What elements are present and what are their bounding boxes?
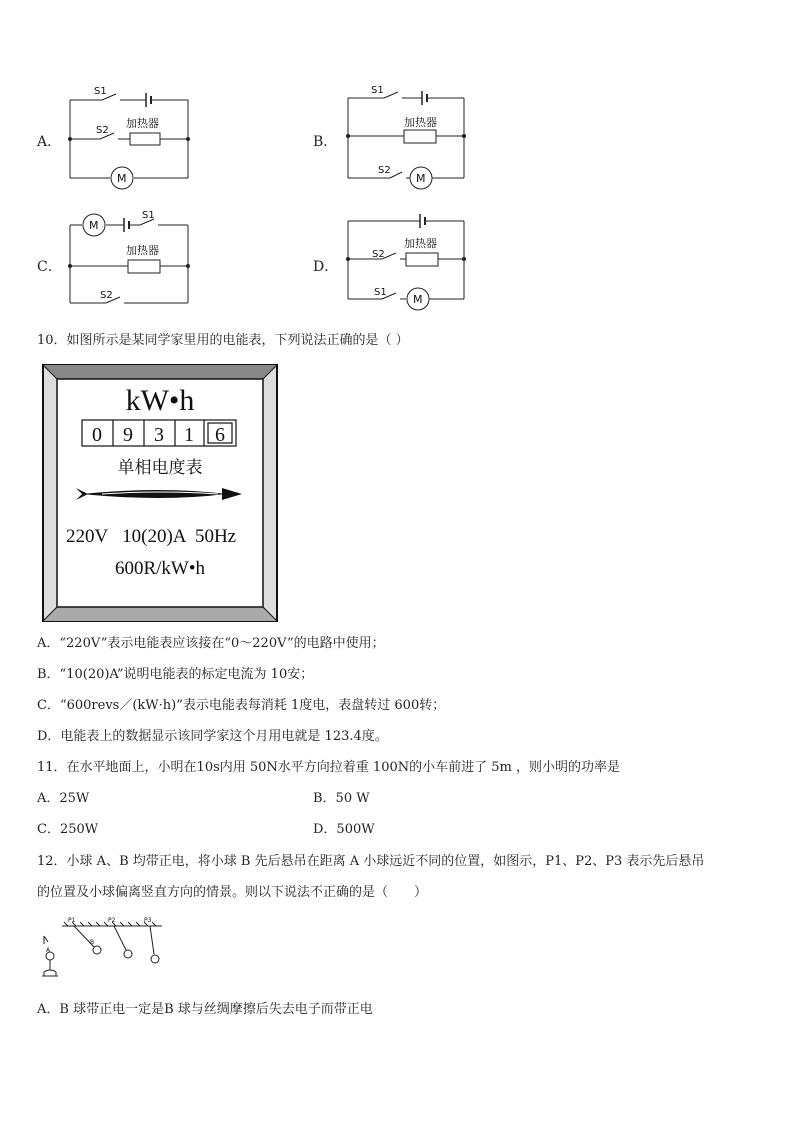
- circuit-diagram-c: [60, 207, 200, 312]
- question-10-option-a: A．“220V”表示电能表应该接在“0～220V”的电路中使用；: [37, 636, 385, 651]
- heater-label: 加热器: [404, 116, 437, 129]
- meter-digit-3: 3: [154, 424, 164, 446]
- question-12-stem-line-2: 的位置及小球偏离竖直方向的情景。则以下说法不正确的是（ ）: [37, 885, 428, 900]
- option-a-label: A．: [37, 134, 62, 150]
- circuit-diagram-d: [338, 207, 478, 312]
- option-c-label: C．: [37, 259, 62, 275]
- position-p1-label: P1: [68, 917, 76, 924]
- meter-name: 单相电度表: [117, 458, 203, 478]
- option-b-label: B．: [313, 134, 338, 150]
- meter-unit: kW•h: [125, 384, 195, 417]
- motor-label: M: [416, 172, 426, 185]
- charged-balls-figure: [40, 914, 170, 990]
- option-d-label: D．: [313, 259, 339, 275]
- question-10-option-d: D．电能表上的数据显示该同学家这个月用电就是 123.4度。: [37, 729, 388, 744]
- meter-digit-5: 6: [215, 424, 225, 446]
- question-11-option-a: A．25W: [37, 791, 90, 806]
- switch-s2-label: S2: [96, 125, 109, 136]
- switch-s1-label: S1: [374, 287, 387, 298]
- ball-b-label: B: [90, 939, 95, 946]
- motor-label: M: [413, 293, 423, 306]
- circuit-diagram-b: [338, 82, 478, 192]
- meter-digit-2: 9: [123, 424, 133, 446]
- meter-digit-1: 0: [92, 424, 102, 446]
- position-p3-label: P3: [144, 917, 152, 924]
- position-p2-label: P2: [108, 917, 116, 924]
- question-12-option-a: A．B 球带正电一定是B 球与丝绸摩擦后失去电子而带正电: [37, 1002, 373, 1017]
- switch-s1-label: S1: [371, 85, 384, 96]
- question-11-option-c: C．250W: [37, 822, 99, 837]
- meter-digit-4: 1: [184, 424, 194, 446]
- switch-s2-label: S2: [100, 290, 113, 301]
- question-12-stem-line-1: 12．小球 A、B 均带正电，将小球 B 先后悬吊在距离 A 小球远近不同的位置，如图示，P1、P2、P3 表示先后悬吊: [37, 854, 705, 869]
- heater-label: 加热器: [404, 237, 437, 250]
- switch-s2-label: S2: [378, 165, 391, 176]
- switch-s1-label: S1: [94, 86, 107, 97]
- heater-label: 加热器: [126, 244, 159, 257]
- circuit-diagram-a: [60, 82, 200, 192]
- switch-s1-label: S1: [142, 210, 155, 221]
- question-11-option-d: D．500W: [313, 822, 375, 837]
- question-11-stem: 11．在水平地面上，小明在10s内用 50N水平方向拉着重 100N的小车前进了 5m ，则小明的功率是: [37, 760, 620, 775]
- switch-s2-label: S2: [372, 249, 385, 260]
- ball-a-label: A: [46, 947, 51, 954]
- motor-label: M: [117, 172, 127, 185]
- motor-label: M: [89, 219, 99, 232]
- electricity-meter-figure: [42, 364, 278, 622]
- question-10-stem: 10．如图所示是某同学家里用的电能表，下列说法正确的是（ ）: [37, 333, 409, 348]
- question-10-option-c: C．“600revs／(kW·h)”表示电能表每消耗 1度电，表盘转过 600转；: [37, 698, 446, 713]
- question-10-option-b: B．“10(20)A”说明电能表的标定电流为 10安；: [37, 667, 314, 682]
- question-11-option-b: B．50 W: [313, 791, 370, 806]
- heater-label: 加热器: [126, 117, 159, 130]
- meter-spec-line-2: 600R/kW•h: [114, 558, 206, 579]
- meter-spec-line-1: 220V 10(20)A 50Hz: [66, 526, 237, 547]
